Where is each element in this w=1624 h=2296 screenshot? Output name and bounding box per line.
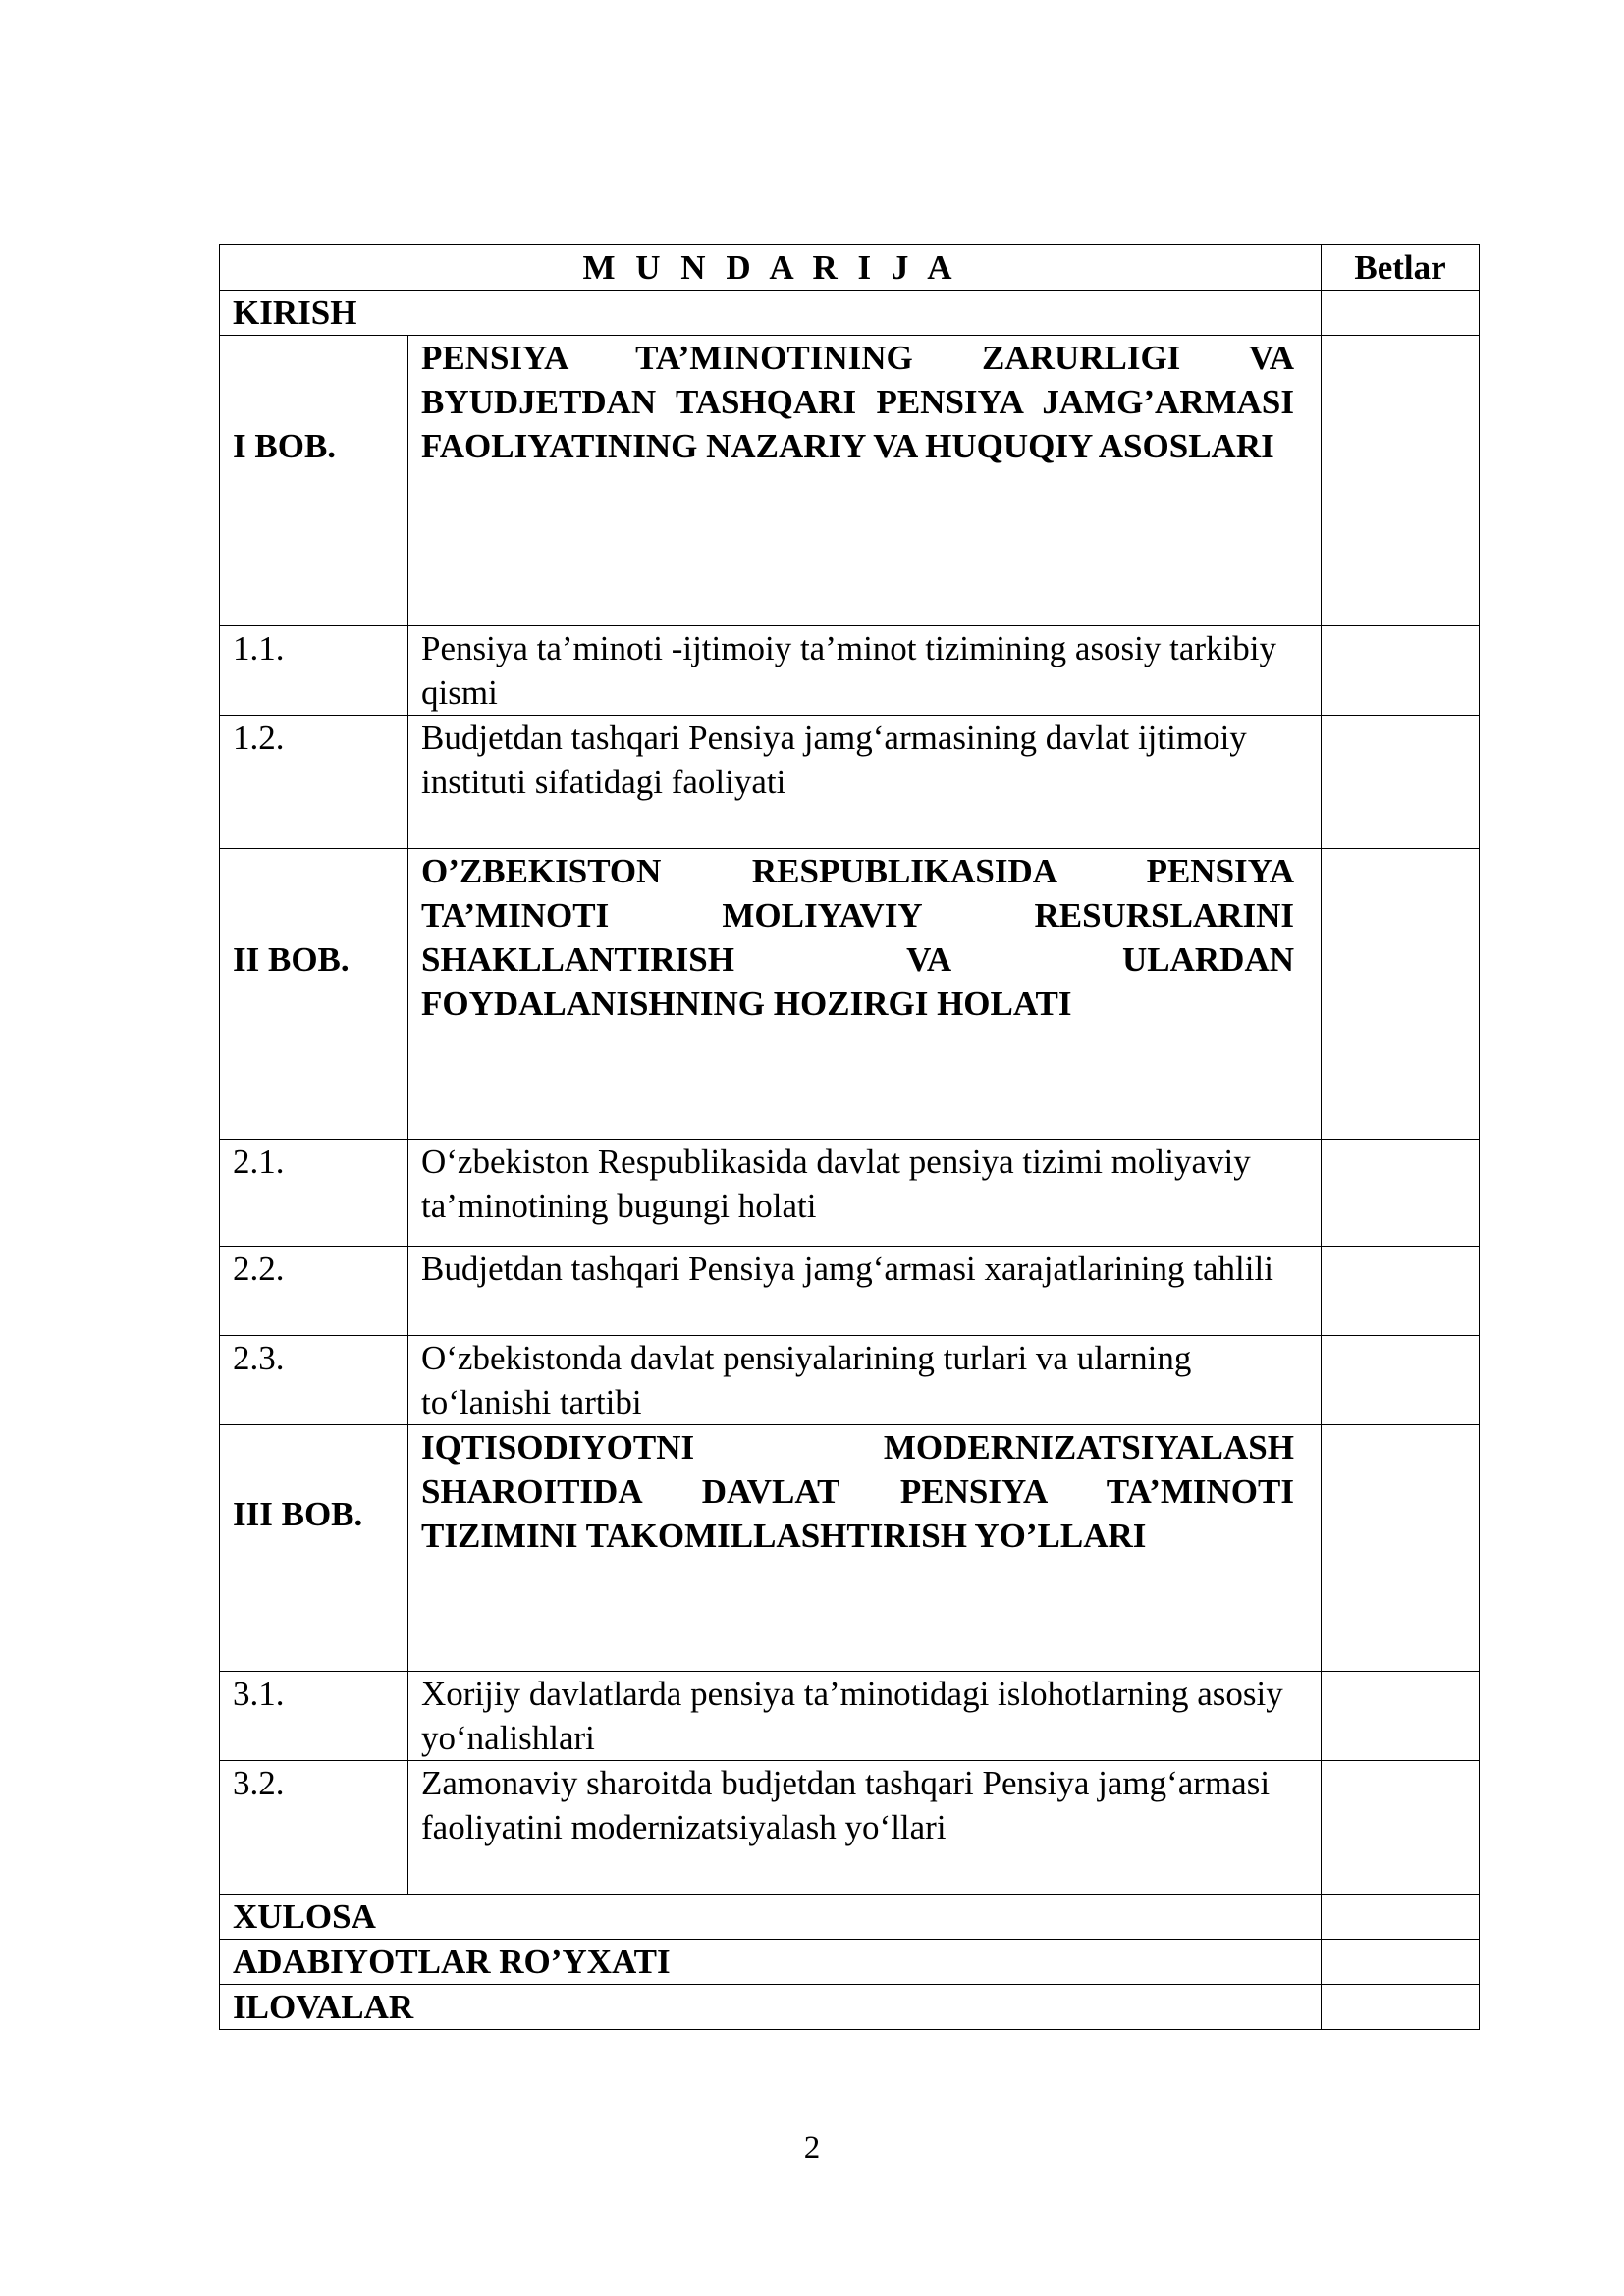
chapter-label: I BOB.	[220, 336, 408, 626]
toc-row-conclusion	[220, 1895, 1480, 1940]
chapter-title: PENSIYA TA’MINOTINING ZARURLIGI VA BYUDJETDAN TASHQARI PENSIYA JAMG’ARMASI FAOLIYATINING NAZARIY VA HUQUQIY ASOSLARI	[408, 336, 1322, 626]
chapter-label: III BOB.	[220, 1425, 408, 1672]
section-row	[220, 1140, 1480, 1247]
section-row	[220, 1247, 1480, 1336]
page-cell	[1322, 1895, 1480, 1940]
toc-title: M U N D A R I J A	[220, 245, 1322, 291]
section-title: Pensiya ta’minoti -ijtimoiy ta’minot tizimining asosiy tarkibiy qismi	[408, 626, 1322, 716]
section-number: 1.1.	[220, 626, 408, 716]
conclusion-label: XULOSA	[220, 1895, 1322, 1940]
section-number: 2.3.	[220, 1336, 408, 1425]
section-title: Budjetdan tashqari Pensiya jamg‘armasi xarajatlarining tahlili	[408, 1247, 1322, 1336]
page-cell	[1322, 1672, 1480, 1761]
chapter-row	[220, 1425, 1480, 1672]
toc-header-row	[220, 245, 1480, 291]
page-cell	[1322, 1425, 1480, 1672]
section-number: 3.1.	[220, 1672, 408, 1761]
section-row	[220, 716, 1480, 849]
pages-column-header: Betlar	[1322, 245, 1480, 291]
page-cell	[1322, 716, 1480, 849]
chapter-label: II BOB.	[220, 849, 408, 1140]
section-row	[220, 1336, 1480, 1425]
page-number: 2	[803, 2130, 821, 2165]
page-cell	[1322, 1140, 1480, 1247]
chapter-title: O’ZBEKISTON RESPUBLIKASIDA PENSIYA TA’MINOTI MOLIYAVIY RESURSLARINI SHAKLLANTIRISH VA ULARDAN FOYDALANISHNING HOZIRGI HOLATI	[408, 849, 1322, 1140]
page-cell	[1322, 1761, 1480, 1895]
section-title: Zamonaviy sharoitda budjetdan tashqari Pensiya jamg‘armasi faoliyatini modernizatsiyalash yo‘llari	[408, 1761, 1322, 1895]
section-number: 2.1.	[220, 1140, 408, 1247]
toc-row-intro	[220, 291, 1480, 336]
page-cell	[1322, 1940, 1480, 1985]
page-cell	[1322, 291, 1480, 336]
bibliography-label: ADABIYOTLAR RO’YXATI	[220, 1940, 1322, 1985]
page-cell	[1322, 626, 1480, 716]
section-number: 2.2.	[220, 1247, 408, 1336]
intro-label: KIRISH	[220, 291, 1322, 336]
section-title: Budjetdan tashqari Pensiya jamg‘armasining davlat ijtimoiy instituti sifatidagi faoliyati	[408, 716, 1322, 849]
page-cell	[1322, 1336, 1480, 1425]
page-cell	[1322, 1985, 1480, 2030]
section-title: O‘zbekistonda davlat pensiyalarining turlari va ularning to‘lanishi tartibi	[408, 1336, 1322, 1425]
appendices-label: ILOVALAR	[220, 1985, 1322, 2030]
page-cell	[1322, 336, 1480, 626]
page-cell	[1322, 849, 1480, 1140]
section-title: O‘zbekiston Respublikasida davlat pensiya tizimi moliyaviy ta’minotining bugungi holati	[408, 1140, 1322, 1247]
section-title: Xorijiy davlatlarda pensiya ta’minotidagi islohotlarning asosiy yo‘nalishlari	[408, 1672, 1322, 1761]
chapter-title: IQTISODIYOTNI MODERNIZATSIYALASH SHAROITIDA DAVLAT PENSIYA TA’MINOTI TIZIMINI TAKOMILLASHTIRISH YO’LLARI	[408, 1425, 1322, 1672]
page-cell	[1322, 1247, 1480, 1336]
toc-row-bibliography	[220, 1940, 1480, 1985]
section-number: 3.2.	[220, 1761, 408, 1895]
chapter-row	[220, 849, 1480, 1140]
toc-row-appendices	[220, 1985, 1480, 2030]
chapter-row	[220, 336, 1480, 626]
section-row	[220, 1761, 1480, 1895]
section-row	[220, 1672, 1480, 1761]
section-row	[220, 626, 1480, 716]
table-of-contents	[219, 244, 1480, 2030]
section-number: 1.2.	[220, 716, 408, 849]
